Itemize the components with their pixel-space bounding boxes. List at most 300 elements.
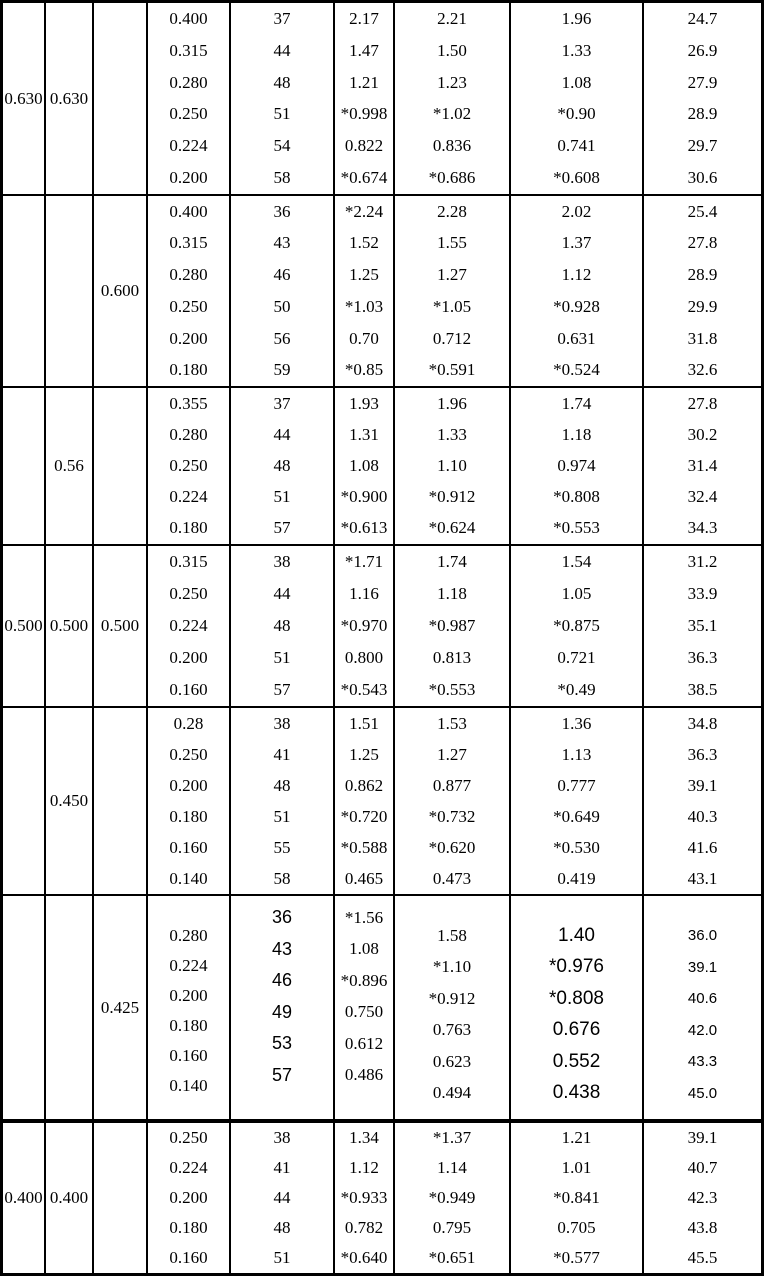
cell-line: 1.52	[349, 233, 379, 253]
cell-line: 48	[273, 72, 291, 92]
cell-line: 1.08	[561, 72, 592, 92]
value-stack	[395, 896, 509, 1119]
cell-line: 1.53	[437, 713, 467, 733]
cell-line: 0.180	[169, 360, 208, 380]
cell-dim-b: 0.500	[46, 546, 94, 706]
cell-line: 0.250	[169, 296, 208, 316]
cell-line: 40.6	[687, 990, 718, 1008]
cell-line: 36	[273, 201, 291, 221]
value-stack	[231, 1123, 333, 1273]
cell-line: 0.200	[169, 1188, 208, 1207]
cell-line: *1.56	[344, 907, 384, 927]
value-stack	[644, 3, 761, 194]
cell-line: 1.33	[561, 40, 592, 60]
cell-line: 1.21	[349, 72, 379, 92]
value-stack	[644, 708, 761, 894]
cell-line: 1.47	[349, 40, 379, 60]
cell-line: 0.180	[169, 1218, 208, 1237]
cell-line: *0.674	[340, 168, 388, 188]
cell-line: 1.36	[561, 713, 592, 733]
row-block	[3, 388, 761, 546]
cell-line: 0.140	[169, 868, 208, 888]
cell-percent	[231, 896, 335, 1119]
cell-line: *0.912	[428, 988, 476, 1008]
cell-line: 0.813	[432, 648, 472, 667]
cell-val-3	[511, 708, 644, 894]
cell-line: 48	[273, 456, 291, 475]
cell-line: 2.28	[437, 201, 467, 221]
row-block	[3, 3, 761, 196]
cell-line: *0.553	[553, 518, 600, 538]
cell-line: 0.419	[557, 868, 596, 888]
cell-line: 1.05	[561, 584, 592, 603]
cell-line: 0.750	[344, 1002, 384, 1022]
cell-line: 1.31	[349, 424, 379, 444]
cell-line: 58	[273, 168, 291, 188]
cell-line: 24.7	[687, 8, 718, 28]
row-block	[3, 546, 761, 708]
cell-val-1	[335, 896, 395, 1119]
cell-line: 40.7	[687, 1158, 718, 1177]
value-stack	[511, 896, 642, 1119]
value-stack	[148, 896, 229, 1119]
value-stack	[335, 196, 393, 386]
value-stack	[335, 708, 393, 894]
cell-line: *0.649	[553, 806, 600, 826]
value-stack	[231, 896, 333, 1119]
cell-dim-b	[46, 896, 94, 1119]
cell-line: *0.912	[428, 487, 476, 507]
cell-line: 0.315	[169, 552, 208, 571]
cell-line: 0.877	[432, 775, 472, 795]
cell-line: 0.400	[169, 8, 208, 28]
cell-line: 0.160	[169, 680, 208, 699]
cell-val-4	[644, 708, 761, 894]
cell-line: *0.686	[428, 168, 476, 188]
cell-dim-b: 0.450	[46, 708, 94, 894]
cell-val-3	[511, 3, 644, 194]
cell-line: 59	[273, 360, 291, 380]
cell-line: 49	[271, 1001, 293, 1022]
cell-line: 0.623	[432, 1051, 472, 1071]
cell-line: 0.400	[169, 201, 208, 221]
value-stack	[231, 388, 333, 544]
value-stack	[148, 3, 229, 194]
cell-line: 0.224	[169, 136, 208, 156]
row-block	[3, 1123, 761, 1273]
cell-line: 0.280	[169, 265, 208, 285]
cell-line: 0.160	[169, 1248, 208, 1267]
cell-line: *0.808	[553, 487, 600, 507]
cell-line: *0.998	[340, 104, 388, 124]
cell-line: *0.720	[340, 806, 388, 826]
cell-dim-c	[94, 3, 148, 194]
cell-line: 0.224	[169, 956, 208, 975]
cell-line: 1.40	[558, 924, 595, 946]
cell-line: 43	[273, 233, 291, 253]
value-stack	[511, 1123, 642, 1273]
cell-line: 0.795	[432, 1218, 472, 1237]
cell-line: 41	[273, 744, 291, 764]
cell-val-2	[395, 896, 511, 1119]
cell-val-4	[644, 546, 761, 706]
cell-line: 57	[273, 518, 291, 538]
cell-line: 0.712	[432, 328, 472, 348]
cell-line: 0.552	[552, 1050, 601, 1072]
cell-line: 55	[273, 837, 291, 857]
cell-line: 1.37	[561, 233, 592, 253]
cell-line: 34.3	[687, 518, 718, 538]
cell-line: 0.782	[344, 1218, 384, 1237]
cell-line: 51	[273, 104, 291, 124]
cell-line: 36.3	[687, 648, 718, 667]
cell-line: 44	[273, 424, 291, 444]
cell-line: 1.18	[437, 584, 467, 603]
cell-size	[148, 388, 231, 544]
cell-val-3	[511, 196, 644, 386]
cell-line: 0.836	[432, 136, 472, 156]
cell-line: 0.200	[169, 328, 208, 348]
cell-line: 36	[271, 907, 293, 928]
value-stack	[335, 1123, 393, 1273]
cell-line: 1.55	[437, 233, 467, 253]
cell-line: 0.438	[552, 1082, 601, 1104]
cell-line: 43	[271, 938, 293, 959]
cell-dim-a	[3, 388, 46, 544]
cell-dim-c: 0.425	[94, 896, 148, 1119]
cell-line: 28.9	[687, 104, 718, 124]
cell-line: 44	[273, 1188, 291, 1207]
value-stack	[231, 546, 333, 706]
cell-line: 0.721	[557, 648, 596, 667]
cell-line: 26.9	[687, 40, 718, 60]
cell-line: *0.949	[428, 1188, 476, 1207]
cell-val-2	[395, 196, 511, 386]
value-stack	[644, 546, 761, 706]
cell-line: 42.3	[687, 1188, 718, 1207]
value-stack	[231, 3, 333, 194]
cell-line: 1.50	[437, 40, 467, 60]
value-stack	[511, 388, 642, 544]
cell-line: 57	[271, 1064, 293, 1085]
cell-val-3	[511, 388, 644, 544]
cell-val-2	[395, 1123, 511, 1273]
cell-line: 36.0	[687, 927, 718, 945]
cell-size	[148, 1123, 231, 1273]
cell-line: *0.841	[553, 1188, 600, 1207]
cell-line: 0.200	[169, 986, 208, 1005]
cell-line: 39.1	[687, 1128, 718, 1147]
cell-line: 38	[273, 552, 291, 571]
value-stack	[395, 1123, 509, 1273]
value-stack	[148, 708, 229, 894]
cell-val-3	[511, 546, 644, 706]
cell-line: 44	[273, 40, 291, 60]
cell-line: 31.2	[687, 552, 718, 571]
cell-line: *0.591	[428, 360, 476, 380]
cell-val-4	[644, 196, 761, 386]
cell-dim-b: 0.630	[46, 3, 94, 194]
cell-val-1	[335, 388, 395, 544]
cell-line: 27.8	[687, 233, 718, 253]
row-block	[3, 196, 761, 388]
cell-line: 1.10	[437, 456, 467, 475]
cell-line: *0.588	[340, 837, 388, 857]
cell-line: 1.96	[561, 8, 592, 28]
cell-line: 46	[271, 970, 293, 991]
cell-line: 1.33	[437, 424, 467, 444]
cell-size	[148, 196, 231, 386]
cell-line: 0.160	[169, 1046, 208, 1065]
cell-dim-a	[3, 196, 46, 386]
cell-line: 2.17	[349, 8, 379, 28]
cell-line: 1.27	[437, 744, 467, 764]
cell-line: 44	[273, 584, 291, 603]
cell-line: 1.08	[349, 456, 379, 475]
cell-line: 0.486	[344, 1065, 384, 1085]
value-stack	[395, 388, 509, 544]
cell-line: 31.4	[687, 456, 718, 475]
cell-line: 0.200	[169, 168, 208, 188]
cell-line: 0.28	[173, 713, 204, 733]
cell-line: 2.21	[437, 8, 467, 28]
cell-line: *0.970	[340, 616, 388, 635]
cell-line: 51	[273, 648, 291, 667]
cell-line: 1.12	[349, 1158, 379, 1177]
cell-line: 0.862	[344, 775, 384, 795]
cell-line: 1.27	[437, 265, 467, 285]
cell-line: 0.250	[169, 744, 208, 764]
cell-line: *0.90	[557, 104, 596, 124]
cell-line: *0.577	[553, 1248, 600, 1267]
cell-line: 0.200	[169, 775, 208, 795]
cell-line: *0.640	[340, 1248, 388, 1267]
cell-dim-a	[3, 896, 46, 1119]
cell-line: 38.5	[687, 680, 718, 699]
cell-line: 1.34	[349, 1128, 379, 1147]
cell-dim-b	[46, 196, 94, 386]
cell-line: 45.0	[687, 1084, 718, 1102]
cell-dim-a: 0.400	[3, 1123, 46, 1273]
cell-val-4	[644, 388, 761, 544]
cell-line: 0.180	[169, 1016, 208, 1035]
cell-line: 1.12	[561, 265, 592, 285]
cell-dim-c	[94, 388, 148, 544]
cell-line: 0.315	[169, 233, 208, 253]
cell-val-1	[335, 546, 395, 706]
cell-line: 0.250	[169, 584, 208, 603]
cell-line: 1.25	[349, 265, 379, 285]
cell-line: 1.14	[437, 1158, 467, 1177]
cell-size	[148, 546, 231, 706]
cell-line: 28.9	[687, 265, 718, 285]
cell-line: 29.9	[687, 296, 718, 316]
value-stack	[148, 196, 229, 386]
cell-line: 0.160	[169, 837, 208, 857]
cell-line: 34.8	[687, 713, 718, 733]
cell-line: *1.37	[432, 1128, 472, 1147]
cell-line: 33.9	[687, 584, 718, 603]
cell-val-1	[335, 196, 395, 386]
cell-percent	[231, 1123, 335, 1273]
cell-line: 40.3	[687, 806, 718, 826]
cell-line: 32.6	[687, 360, 718, 380]
cell-line: 1.54	[561, 552, 592, 571]
cell-dim-a: 0.500	[3, 546, 46, 706]
cell-line: 0.705	[557, 1218, 596, 1237]
cell-line: 1.74	[561, 393, 592, 413]
cell-line: *1.02	[432, 104, 472, 124]
row-block	[3, 708, 761, 896]
value-stack	[395, 3, 509, 194]
cell-line: *0.624	[428, 518, 476, 538]
cell-line: 32.4	[687, 487, 718, 507]
cell-line: 0.631	[557, 328, 596, 348]
cell-line: *0.933	[340, 1188, 388, 1207]
cell-line: 0.200	[169, 648, 208, 667]
cell-line: 1.13	[561, 744, 592, 764]
cell-line: 48	[273, 775, 291, 795]
cell-line: 0.974	[557, 456, 596, 475]
cell-line: 56	[273, 328, 291, 348]
value-stack	[511, 196, 642, 386]
cell-line: 0.224	[169, 487, 208, 507]
value-stack	[335, 546, 393, 706]
cell-line: 53	[271, 1033, 293, 1054]
value-stack	[335, 896, 393, 1119]
value-stack	[231, 708, 333, 894]
cell-val-1	[335, 1123, 395, 1273]
cell-line: 0.777	[557, 775, 596, 795]
cell-val-3	[511, 896, 644, 1119]
cell-line: 1.18	[561, 424, 592, 444]
cell-line: 0.763	[432, 1020, 472, 1040]
cell-line: *0.49	[557, 680, 596, 699]
cell-line: 41.6	[687, 837, 718, 857]
cell-dim-b: 0.400	[46, 1123, 94, 1273]
cell-size	[148, 896, 231, 1119]
cell-dim-c: 0.600	[94, 196, 148, 386]
cell-line: 1.93	[349, 393, 379, 413]
cell-line: 43.1	[687, 868, 718, 888]
cell-dim-a	[3, 708, 46, 894]
cell-line: 31.8	[687, 328, 718, 348]
row-block	[3, 896, 761, 1123]
cell-line: 0.822	[344, 136, 384, 156]
cell-line: *0.608	[553, 168, 600, 188]
cell-val-4	[644, 3, 761, 194]
cell-line: 25.4	[687, 201, 718, 221]
cell-line: 0.180	[169, 518, 208, 538]
value-stack	[395, 546, 509, 706]
cell-dim-b: 0.56	[46, 388, 94, 544]
cell-line: 0.224	[169, 1158, 208, 1177]
cell-line: *0.976	[549, 956, 604, 978]
cell-line: 38	[273, 713, 291, 733]
cell-line: 48	[273, 1218, 291, 1237]
value-stack	[335, 3, 393, 194]
cell-size	[148, 3, 231, 194]
value-stack	[644, 1123, 761, 1273]
cell-size	[148, 708, 231, 894]
cell-line: 54	[273, 136, 291, 156]
cell-dim-c: 0.500	[94, 546, 148, 706]
cell-val-2	[395, 3, 511, 194]
value-stack	[395, 196, 509, 386]
cell-line: 37	[273, 8, 291, 28]
cell-line: 0.355	[169, 393, 208, 413]
cell-val-2	[395, 546, 511, 706]
cell-line: 0.741	[557, 136, 596, 156]
cell-line: 1.58	[437, 925, 467, 945]
cell-line: *2.24	[344, 201, 384, 221]
cell-line: 0.250	[169, 456, 208, 475]
cell-line: 0.70	[349, 328, 379, 348]
cell-val-3	[511, 1123, 644, 1273]
cell-line: *0.651	[428, 1248, 476, 1267]
cell-line: 0.280	[169, 72, 208, 92]
cell-line: *0.896	[340, 970, 388, 990]
cell-line: 43.8	[687, 1218, 718, 1237]
cell-line: 2.02	[561, 201, 592, 221]
cell-line: 42.0	[687, 1021, 718, 1039]
cell-line: 0.465	[344, 868, 384, 888]
cell-val-4	[644, 896, 761, 1119]
cell-line: 57	[273, 680, 291, 699]
value-stack	[644, 388, 761, 544]
cell-percent	[231, 196, 335, 386]
cell-line: *1.03	[344, 296, 384, 316]
cell-line: *0.987	[428, 616, 476, 635]
cell-line: 27.9	[687, 72, 718, 92]
cell-line: 46	[273, 265, 291, 285]
cell-percent	[231, 708, 335, 894]
cell-val-2	[395, 388, 511, 544]
cell-val-4	[644, 1123, 761, 1273]
cell-line: 43.3	[687, 1053, 718, 1071]
value-stack	[511, 3, 642, 194]
cell-line: 0.473	[432, 868, 472, 888]
cell-line: 41	[273, 1158, 291, 1177]
cell-line: *0.85	[344, 360, 384, 380]
cell-line: *0.732	[428, 806, 476, 826]
cell-line: 0.250	[169, 104, 208, 124]
cell-line: *1.05	[432, 296, 472, 316]
value-stack	[148, 1123, 229, 1273]
cell-line: 0.494	[432, 1083, 472, 1103]
cell-line: 1.23	[437, 72, 467, 92]
cell-line: 0.224	[169, 616, 208, 635]
cell-line: 30.2	[687, 424, 718, 444]
cell-line: 0.140	[169, 1076, 208, 1095]
cell-line: 39.1	[687, 958, 718, 976]
cell-line: 1.25	[349, 744, 379, 764]
value-stack	[644, 196, 761, 386]
value-stack	[511, 708, 642, 894]
cell-percent	[231, 388, 335, 544]
cell-dim-a: 0.630	[3, 3, 46, 194]
cell-line: *0.524	[553, 360, 600, 380]
cell-val-1	[335, 708, 395, 894]
cell-val-1	[335, 3, 395, 194]
cell-line: *0.928	[553, 296, 600, 316]
cell-line: 45.5	[687, 1248, 718, 1267]
cell-line: 37	[273, 393, 291, 413]
cell-dim-c	[94, 708, 148, 894]
cell-line: 1.74	[437, 552, 467, 571]
cell-line: 1.21	[561, 1128, 592, 1147]
cell-line: 0.800	[344, 648, 384, 667]
